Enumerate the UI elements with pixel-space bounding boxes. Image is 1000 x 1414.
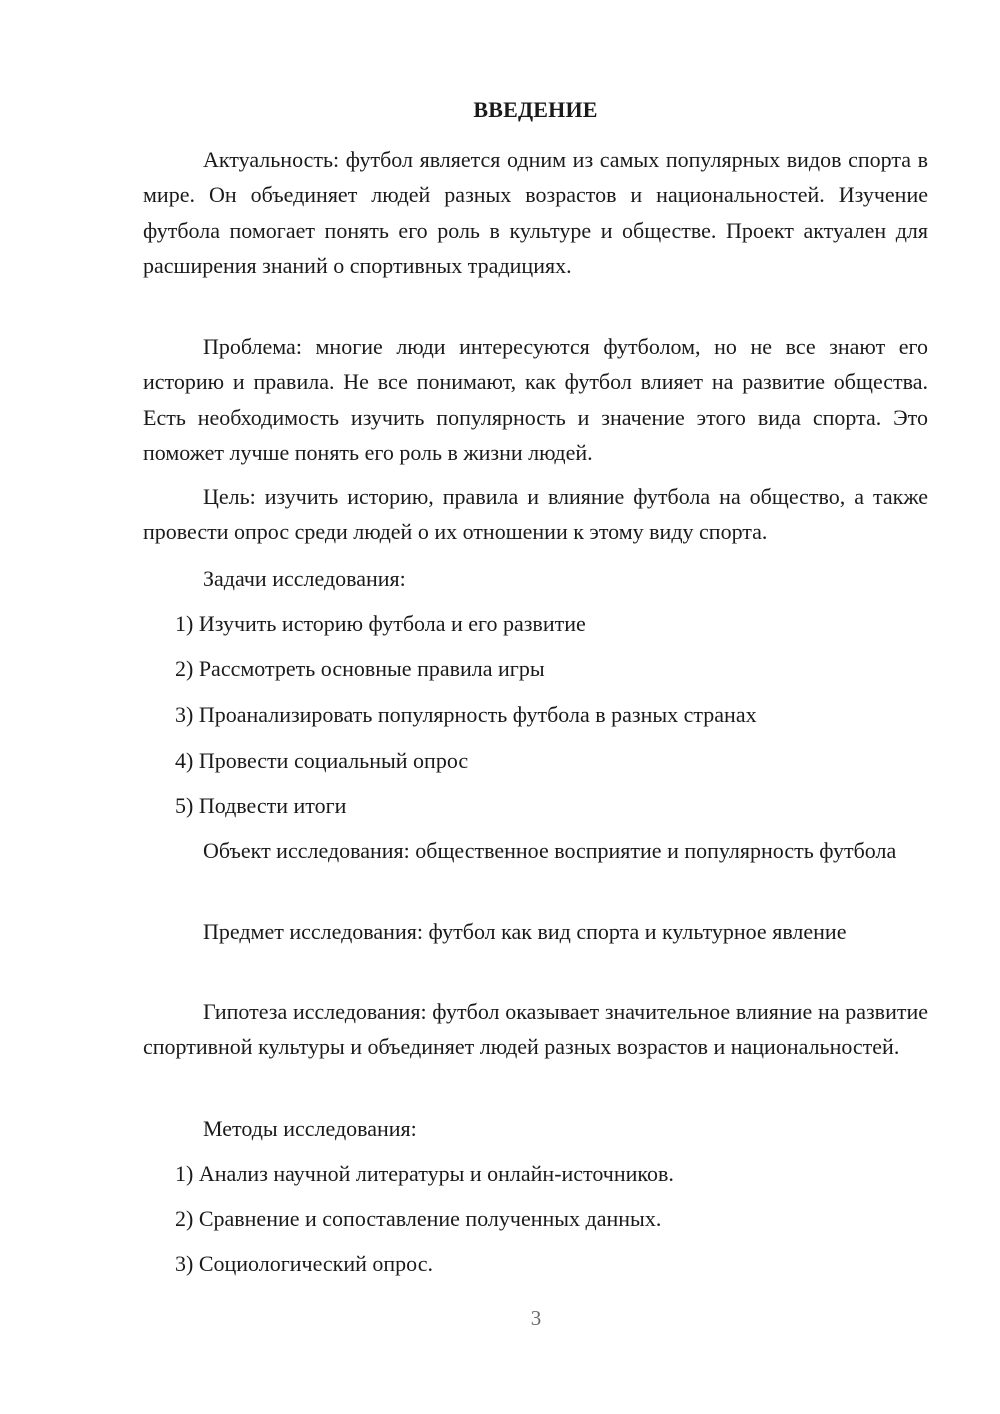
goal-paragraph: Цель: изучить историю, правила и влияние футбола на общество, а также провести опрос среди людей о их отношении к этому виду спорта. [143, 484, 928, 545]
subject-paragraph: Предмет исследования: футбол как вид спорта и культурное явление [203, 919, 847, 944]
method-item: 3) Социологический опрос. [175, 1251, 433, 1276]
relevance-paragraph: Актуальность: футбол является одним из самых популярных видов спорта в мире. Он объединяет людей разных возрастов и национальностей. Изучение футбола помогает понять его роль в культуре и обществе. Проект актуален для расширения знаний о спортивных традициях. [143, 147, 928, 278]
page-number: 3 [530, 1306, 542, 1330]
hypothesis-paragraph: Гипотеза исследования: футбол оказывает значительное влияние на развитие спортивной культуры и объединяет людей разных возрастов и национальностей. [143, 999, 928, 1060]
method-item: 1) Анализ научной литературы и онлайн-источников. [175, 1161, 674, 1186]
problem-paragraph: Проблема: многие люди интересуются футболом, но не все знают его историю и правила. Не все понимают, как футбол влияет на развитие общества. Есть необходимость изучить популярность и значение этого вида спорта. Это поможет лучше понять его роль в жизни людей. [143, 334, 928, 465]
task-item: 1) Изучить историю футбола и его развитие [175, 611, 586, 636]
task-item: 5) Подвести итоги [175, 793, 347, 818]
method-item: 2) Сравнение и сопоставление полученных данных. [175, 1206, 662, 1231]
methods-heading: Методы исследования: [203, 1116, 417, 1141]
section-title: ВВЕДЕНИЕ [473, 97, 598, 122]
task-item: 4) Провести социальный опрос [175, 748, 469, 773]
object-paragraph: Объект исследования: общественное восприятие и популярность футбола [203, 838, 897, 863]
tasks-heading: Задачи исследования: [203, 566, 406, 591]
task-item: 3) Проанализировать популярность футбола в разных странах [175, 702, 757, 727]
task-item: 2) Рассмотреть основные правила игры [175, 656, 545, 681]
